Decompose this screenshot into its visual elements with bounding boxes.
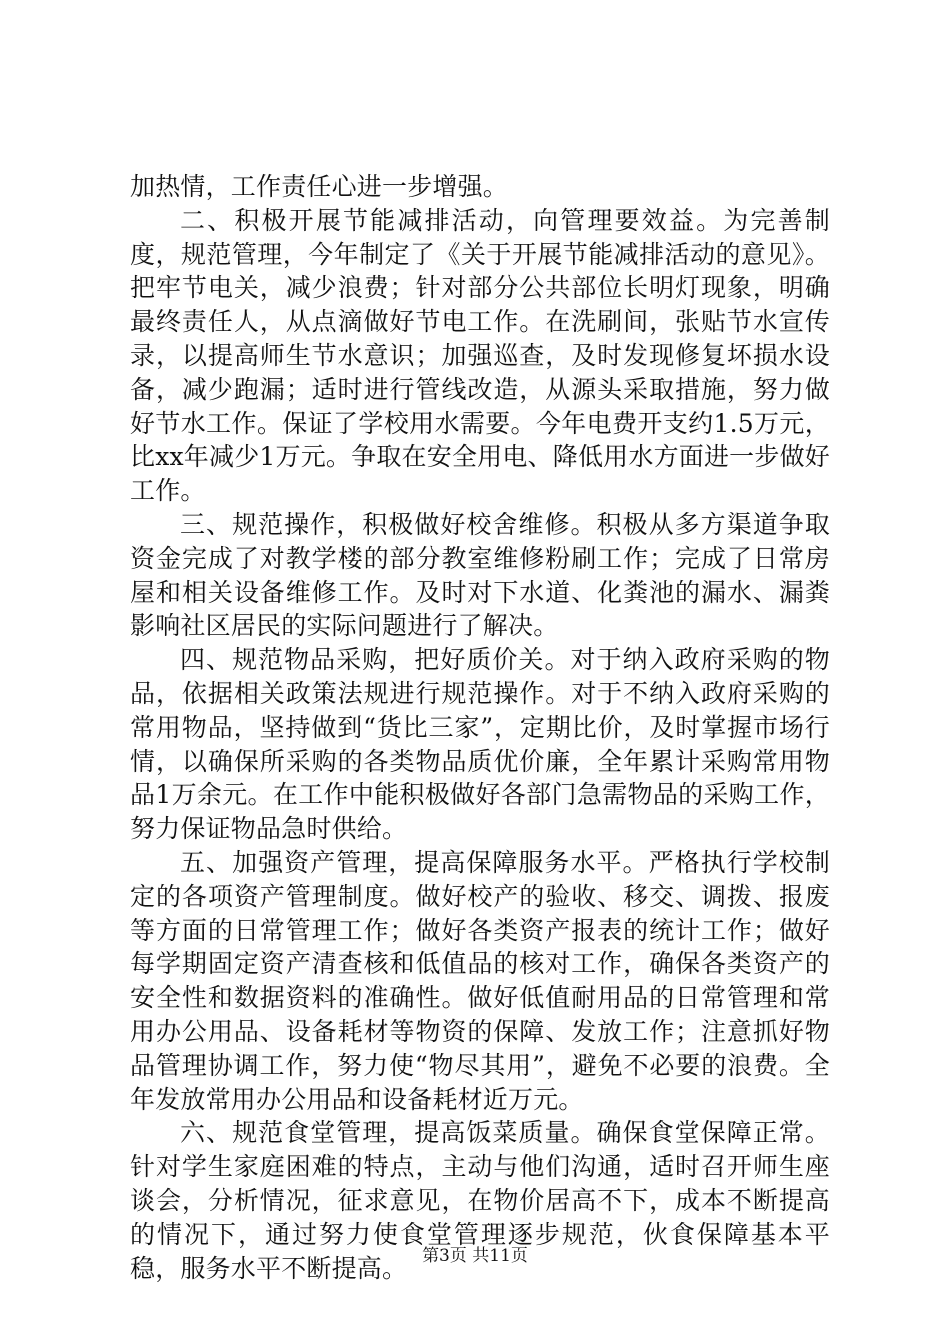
page-number-footer: 第3页 共11页 xyxy=(422,1246,528,1266)
document-body xyxy=(130,170,830,1285)
paragraph-continuation: 加热情，工作责任心进一步增强。 xyxy=(130,172,509,201)
paragraph-asset-management: 五、加强资产管理，提高保障服务水平。严格执行学校制定的各项资产管理制度。做好校产的验收、移交、调拨、报废等方面的日常管理工作；做好各类资产报表的统计工作；做好每学期固定资产清查核和低值品的核对工作，确保各类资产的安全性和数据资料的准确性。做好低值耐用品的日常管理和常用办公用品、设备耗材等物资的保障、发放工作；注意抓好物品管理协调工作，努力使“物尽其用”，避免不必要的浪费。全年发放常用办公用品和设备耗材近万元。 xyxy=(130,847,830,1114)
paragraph-canteen: 六、规范食堂管理，提高饭菜质量。确保食堂保障正常。针对学生家庭困难的特点，主动与他们沟通，适时召开师生座谈会，分析情况，征求意见，在物价居高不下，成本不断提高的情况下，通过努力使食堂管理逐步规范，伙食保障基本平稳，服务水平不断提高。 xyxy=(130,1118,830,1283)
paragraph-building-repair: 三、规范操作，积极做好校舍维修。积极从多方渠道争取资金完成了对教学楼的部分教室维修粉刷工作；完成了日常房屋和相关设备维修工作。及时对下水道、化粪池的漏水、漏粪影响社区居民的实际问题进行了解决。 xyxy=(130,509,830,641)
paragraph-procurement: 四、规范物品采购，把好质价关。对于纳入政府采购的物品，依据相关政策法规进行规范操作。对于不纳入政府采购的常用物品，坚持做到“货比三家”，定期比价，及时掌握市场行情，以确保所采购的各类物品质优价廉，全年累计采购常用物品1万余元。在工作中能积极做好各部门急需物品的采购工作，努力保证物品急时供给。 xyxy=(130,645,830,844)
paragraph-energy-saving: 二、积极开展节能减排活动，向管理要效益。为完善制度，规范管理，今年制定了《关于开展节能减排活动的意见》。把牢节电关，减少浪费；针对部分公共部位长明灯现象，明确最终责任人，从点滴做好节电工作。在洗刷间，张贴节水宣传录，以提高师生节水意识；加强巡查，及时发现修复坏损水设备，减少跑漏；适时进行管线改造，从源头采取措施，努力做好节水工作。保证了学校用水需要。今年电费开支约1.5万元，比xx年减少1万元。争取在安全用电、降低用水方面进一步做好工作。 xyxy=(130,205,830,506)
